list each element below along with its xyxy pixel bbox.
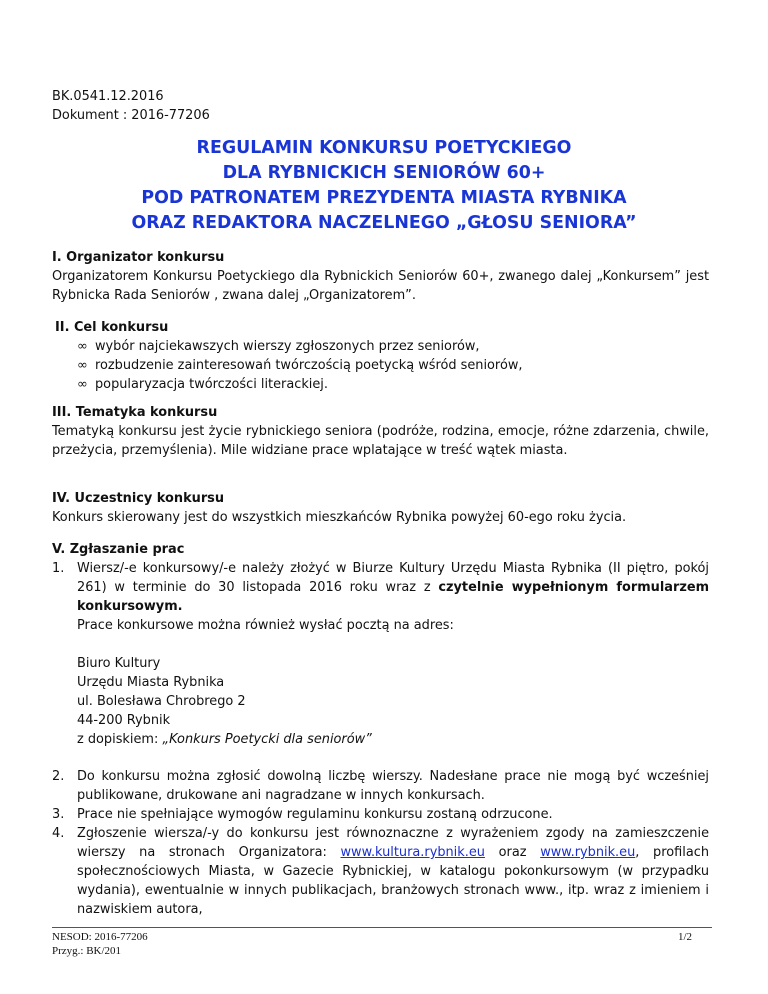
list-item: ∞ popularyzacja twórczości literackiej.: [77, 377, 328, 392]
rybnik-link[interactable]: www.rybnik.eu: [540, 845, 636, 860]
page-number: 1/2: [678, 931, 693, 943]
title-line-1: REGULAMIN KONKURSU POETYCKIEGO: [196, 138, 572, 158]
section-heading: II. Cel konkursu: [55, 320, 169, 335]
document-number: Dokument : 2016-77206: [52, 108, 210, 123]
infinity-bullet-icon: ∞: [77, 377, 88, 392]
title-line-2: DLA RYBNICKICH SENIORÓW 60+: [222, 163, 546, 183]
section-heading: IV. Uczestnicy konkursu: [52, 491, 225, 506]
kultura-rybnik-link[interactable]: www.kultura.rybnik.eu: [340, 845, 485, 860]
postal-address: Biuro Kultury Urzędu Miasta Rybnika ul. Bolesława Chrobrego 2 44-200 Rybnik z dopiskiem: „Konkurs Poetycki dla seniorów”: [77, 656, 372, 747]
list-item: 2. Do konkursu można zgłosić dowolną liczbę wierszy. Nadesłane prace nie mogą być wcześniej publikowane, drukowane ani nagradzane w innych konkursach.: [52, 769, 709, 803]
section-heading: V. Zgłaszanie prac: [52, 542, 185, 557]
infinity-bullet-icon: ∞: [77, 358, 88, 373]
section-submission: [52, 540, 709, 919]
title-line-4: ORAZ REDAKTORA NACZELNEGO „GŁOSU SENIORA”: [131, 213, 637, 233]
list-item: ∞ rozbudzenie zainteresowań twórczością poetycką wśród seniorów,: [77, 358, 523, 373]
section-text: Organizatorem Konkursu Poetyckiego dla Rybnickich Seniorów 60+, zwanego dalej „Konkursem” jest Rybnicka Rada Seniorów , zwana dalej „Organizatorem”.: [52, 269, 709, 303]
section-participants: [52, 489, 709, 527]
document-title: [0, 136, 768, 236]
footer-divider: [52, 927, 712, 928]
section-theme: [52, 403, 709, 460]
document-reference: [52, 87, 210, 125]
post-instruction: Prace konkursowe można również wysłać pocztą na adres:: [77, 618, 454, 633]
footer-info: [52, 930, 148, 958]
goal-list: [75, 337, 712, 394]
infinity-bullet-icon: ∞: [77, 339, 88, 354]
section-goal: [55, 318, 712, 394]
title-line-3: POD PATRONATEM PREZYDENTA MIASTA RYBNIKA: [141, 188, 627, 208]
list-item: 1. Wiersz/-e konkursowy/-e należy złożyć w Biurze Kultury Urzędu Miasta Rybnika (II piętro, pokój 261) w terminie do 30 listopada 2016 roku wraz z czytelnie wypełnionym formularzem konkursowym. Prace konkursowe można również wysłać pocztą na adres: Biuro Kultury Urzędu Miasta Rybnika ul. Bolesława Chrobrego 2 44-200 Rybnik z dopiskiem: „Konkurs Poetycki dla seniorów”: [52, 561, 710, 747]
submission-list: [52, 559, 709, 919]
section-text: Konkurs skierowany jest do wszystkich mieszkańców Rybnika powyżej 60-ego roku życia.: [52, 510, 627, 525]
address-note: „Konkurs Poetycki dla seniorów”: [162, 732, 372, 747]
section-text: Tematyką konkursu jest życie rybnickiego seniora (podróże, rodzina, emocje, różne zdarzenia, chwile, przeżycia, przemyślenia). Mile widziane prace wplatające w treść wątek miasta.: [52, 424, 709, 458]
section-organizer: [52, 248, 709, 305]
reference-number: BK.0541.12.2016: [52, 89, 164, 104]
list-item: 4. Zgłoszenie wiersza/-y do konkursu jest równoznaczne z wyrażeniem zgody na zamieszczenie wierszy na stronach Organizatora: www.kultura.rybnik.eu oraz www.rybnik.eu, profilach społecznościowych Miasta, w Gazecie Rybnickiej, w katalogu pokonkursowym (w przypadku wydania), ewentualnie w innych publikacjach, branżowych stronach www., itp. wraz z imieniem i nazwiskiem autora,: [52, 826, 709, 917]
footer-nesod: NESOD: 2016-77206: [52, 931, 148, 943]
section-heading: I. Organizator konkursu: [52, 250, 225, 265]
list-item: 3. Prace nie spełniające wymogów regulaminu konkursu zostaną odrzucone.: [52, 807, 553, 822]
section-heading: III. Tematyka konkursu: [52, 405, 218, 420]
list-item: ∞ wybór najciekawszych wierszy zgłoszonych przez seniorów,: [77, 339, 480, 354]
footer-prepared: Przyg.: BK/201: [52, 945, 122, 957]
